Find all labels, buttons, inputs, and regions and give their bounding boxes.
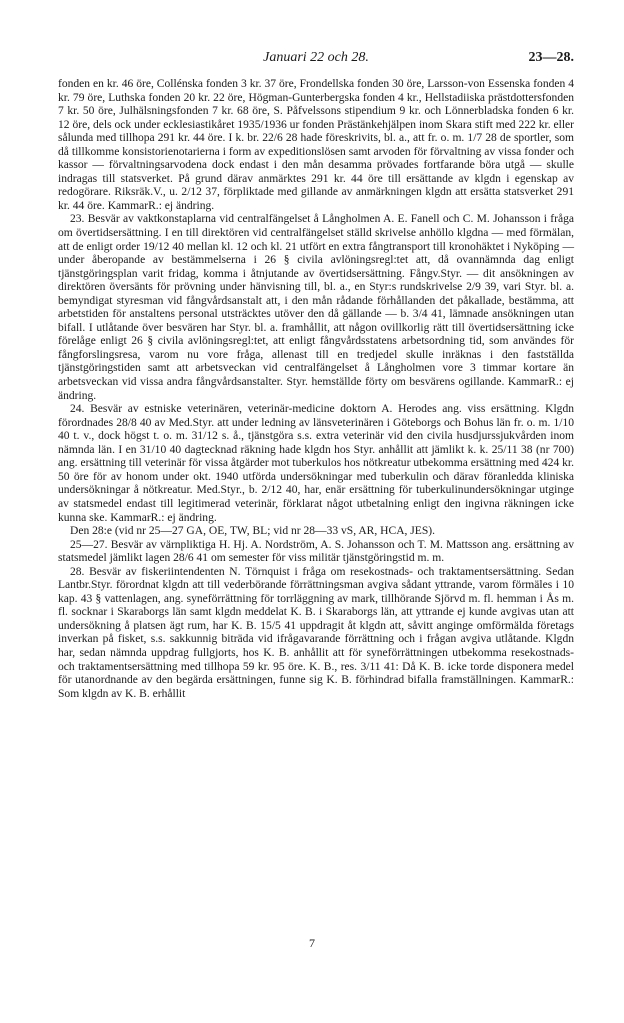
paragraph-case-23: 23. Besvär av vaktkonstaplarna vid centralfängelset å Långholmen A. E. Fanell och C. M. Johansson i fråga om övertidsersättning. I en till direktören vid centralfängelset ställd skrivelse anhöllo klgdna — med förmälan, att de enligt order 19/12 40 mellan kl. 12 och kl. 21 utfört en extra fångtransport till kronohäktet i Nyköping — under åberopande av bestämmelserna i 26 § civila avlöningsregl:tet att, då ovannämnda dag enligt tjänstgöringsplan varit fridag, komma i åtnjutande av övertidsersättning. Fångv.Styr. — dit ansökningen av direktören översänts för prövning under hänvisning till, bl. a., en Styr:s rundskrivelse 2/9 39, vari Styr. bl. a. bemyndigat styresman vid fångvårdsanstalt att, i den mån rådande förhållanden det påkallade, bestämma, att arbetstiden för anstaltens personal utsträcktes utöver den då gällande — b. 3/4 41, lämnade ansökningen utan bifall. I utlåtande över besvären har Styr. bl. a. framhållit, att någon ovillkorlig rätt till övertidsersättning icke förelåge enligt 26 § civila avlöningsregl:tet, att enligt fångvårdsstatens arbetsordning tid, som användes för fångforslingsresa, varom nu vore fråga, allenast till en tredjedel skulle inräknas i den fastställda tjänstgöringstiden samt att arbetsveckan vid centralfängelset å Långholmen vore 3 timmar kortare än arbetsveckan vid vissa andra fångvårdsanstalter. Styr. hemställde förty om besvärens ogillande. KammarR.: ej ändring. [58, 213, 574, 402]
document-body [58, 78, 574, 701]
paragraph-continued: fonden en kr. 46 öre, Collénska fonden 3 kr. 37 öre, Frondellska fonden 30 öre, Larsson-von Essenska fonden 4 kr. 79 öre, Luthska fonden 20 kr. 22 öre, Högman-Gunterbergska fonden 4 kr., Hellstadiiska prästdottersfonden 7 kr. 50 öre, Julhälsningsfonden 7 kr. 68 öre, S. Påfvelssons stipendium 9 kr. och Lönnerbladska fonden 6 kr. 12 öre, dels ock under ecklesiastikåret 1935/1936 ur fonden Prästänkehjälpen inom Skara stift med 222 kr. eller sålunda med tillhopa 291 kr. 44 öre. I k. br. 22/6 28 hade föreskrivits, bl. a., att fr. o. m. 1/7 28 de sportler, som då tillkomme konsistorienotarierna i form av expeditionslösen samt arvoden för förvaltning av vissa fonder och kassor — förvaltningsarvodena dock endast i den mån desamma prövades fortfarande böra utgå — skulle indragas till statsverket. På grund därav anmärktes 291 kr. 44 öre till ersättande av klgdn i egenskap av redogörare. Riksräk.V., u. 2/12 37, förpliktade med gillande av anmärkningen klgdn att ersätta statsverket 291 kr. 44 öre. KammarR.: ej ändring. [58, 78, 574, 212]
paragraph-session-28: Den 28:e (vid nr 25—27 GA, OE, TW, BL; vid nr 28—33 vS, AR, HCA, JES). [70, 525, 436, 538]
running-header [58, 50, 574, 72]
header-title: Januari 22 och 28. [263, 50, 369, 65]
paragraph-case-24: 24. Besvär av estniske veterinären, veterinär-medicine doktorn A. Herodes ang. viss ersättning. Klgdn förordnades 28/8 40 av Med.Styr. att under ledning av länsveterinären i Göteborgs och Bohus län fr. o. m. 1/10 40 t. v., dock högst t. o. m. 31/12 s. å., tjänstgöra s.s. extra veterinär vid den civila husdjurssjukvården inom nämnda län. I en 31/10 40 dagtecknad räkning hade klgdn hos Styr. anhållit att jämlikt k. k. 25/11 38 (nr 700) ang. ersättning till veterinär för vissa åtgärder mot tuberkulos hos nötkreatur utbekomma ersättning med 424 kr. 50 öre för av honom under okt. 1940 utförda undersökningar med tuberkulin och därav föranledda kliniska undersökningar å nötkreatur. Med.Styr., b. 2/12 40, har, enär ersättning för tuberkulinundersökningar utginge av statsmedel endast till legitimerad veterinär, förklarat något utbetalning enligt den ingivna räkningen icke kunna ske. KammarR.: ej ändring. [58, 403, 574, 524]
document-page [58, 50, 574, 701]
header-page-range: 23—28. [528, 50, 574, 65]
paragraph-case-28: 28. Besvär av fiskeriintendenten N. Törnquist i fråga om resekostnads- och traktamentsersättning. Sedan Lantbr.Styr. förordnat klgdn att till vederbörande förrättningsman avgiva sådant yttrande, varom förmäles i 10 kap. 43 § vattenlagen, ang. syneförrättning för torrläggning av mark, tillhörande Sjörvd m. fl. hemman i Ås m. fl. socknar i Skaraborgs län samt klgdn meddelat K. B. i Skaraborgs län, att yttrande ej kunde avgivas utan att undersökning å platsen ägt rum, har K. B. 15/5 41 uppdragit åt klgdn att, såvitt anginge omförmälda företags inverkan på fisket, s.s. sakkunnig biträda vid ifrågavarande förrättning och i frågan avgiva utlåtande. Klgdn har, sedan nämnda uppdrag fullgjorts, hos K. B. anhållit att för syneförrättningen utbekomma resekostnads- och traktamentsersättning med tillhopa 59 kr. 95 öre. K. B., res. 3/11 41: Då K. B. icke torde disponera medel för utanordnande av den begärda ersättningen, funne sig K. B. förhindrad bifalla framställningen. KammarR.: Som klgdn av K. B. erhållit [58, 565, 574, 700]
page-number: 7 [309, 936, 315, 950]
paragraph-case-25-27: 25—27. Besvär av värnpliktiga H. Hj. A. Nordström, A. S. Johansson och T. M. Mattsson ang. ersättning av statsmedel jämlikt lagen 28/6 41 om semester för viss militär tjänstgöringstid m. m. [58, 538, 574, 565]
